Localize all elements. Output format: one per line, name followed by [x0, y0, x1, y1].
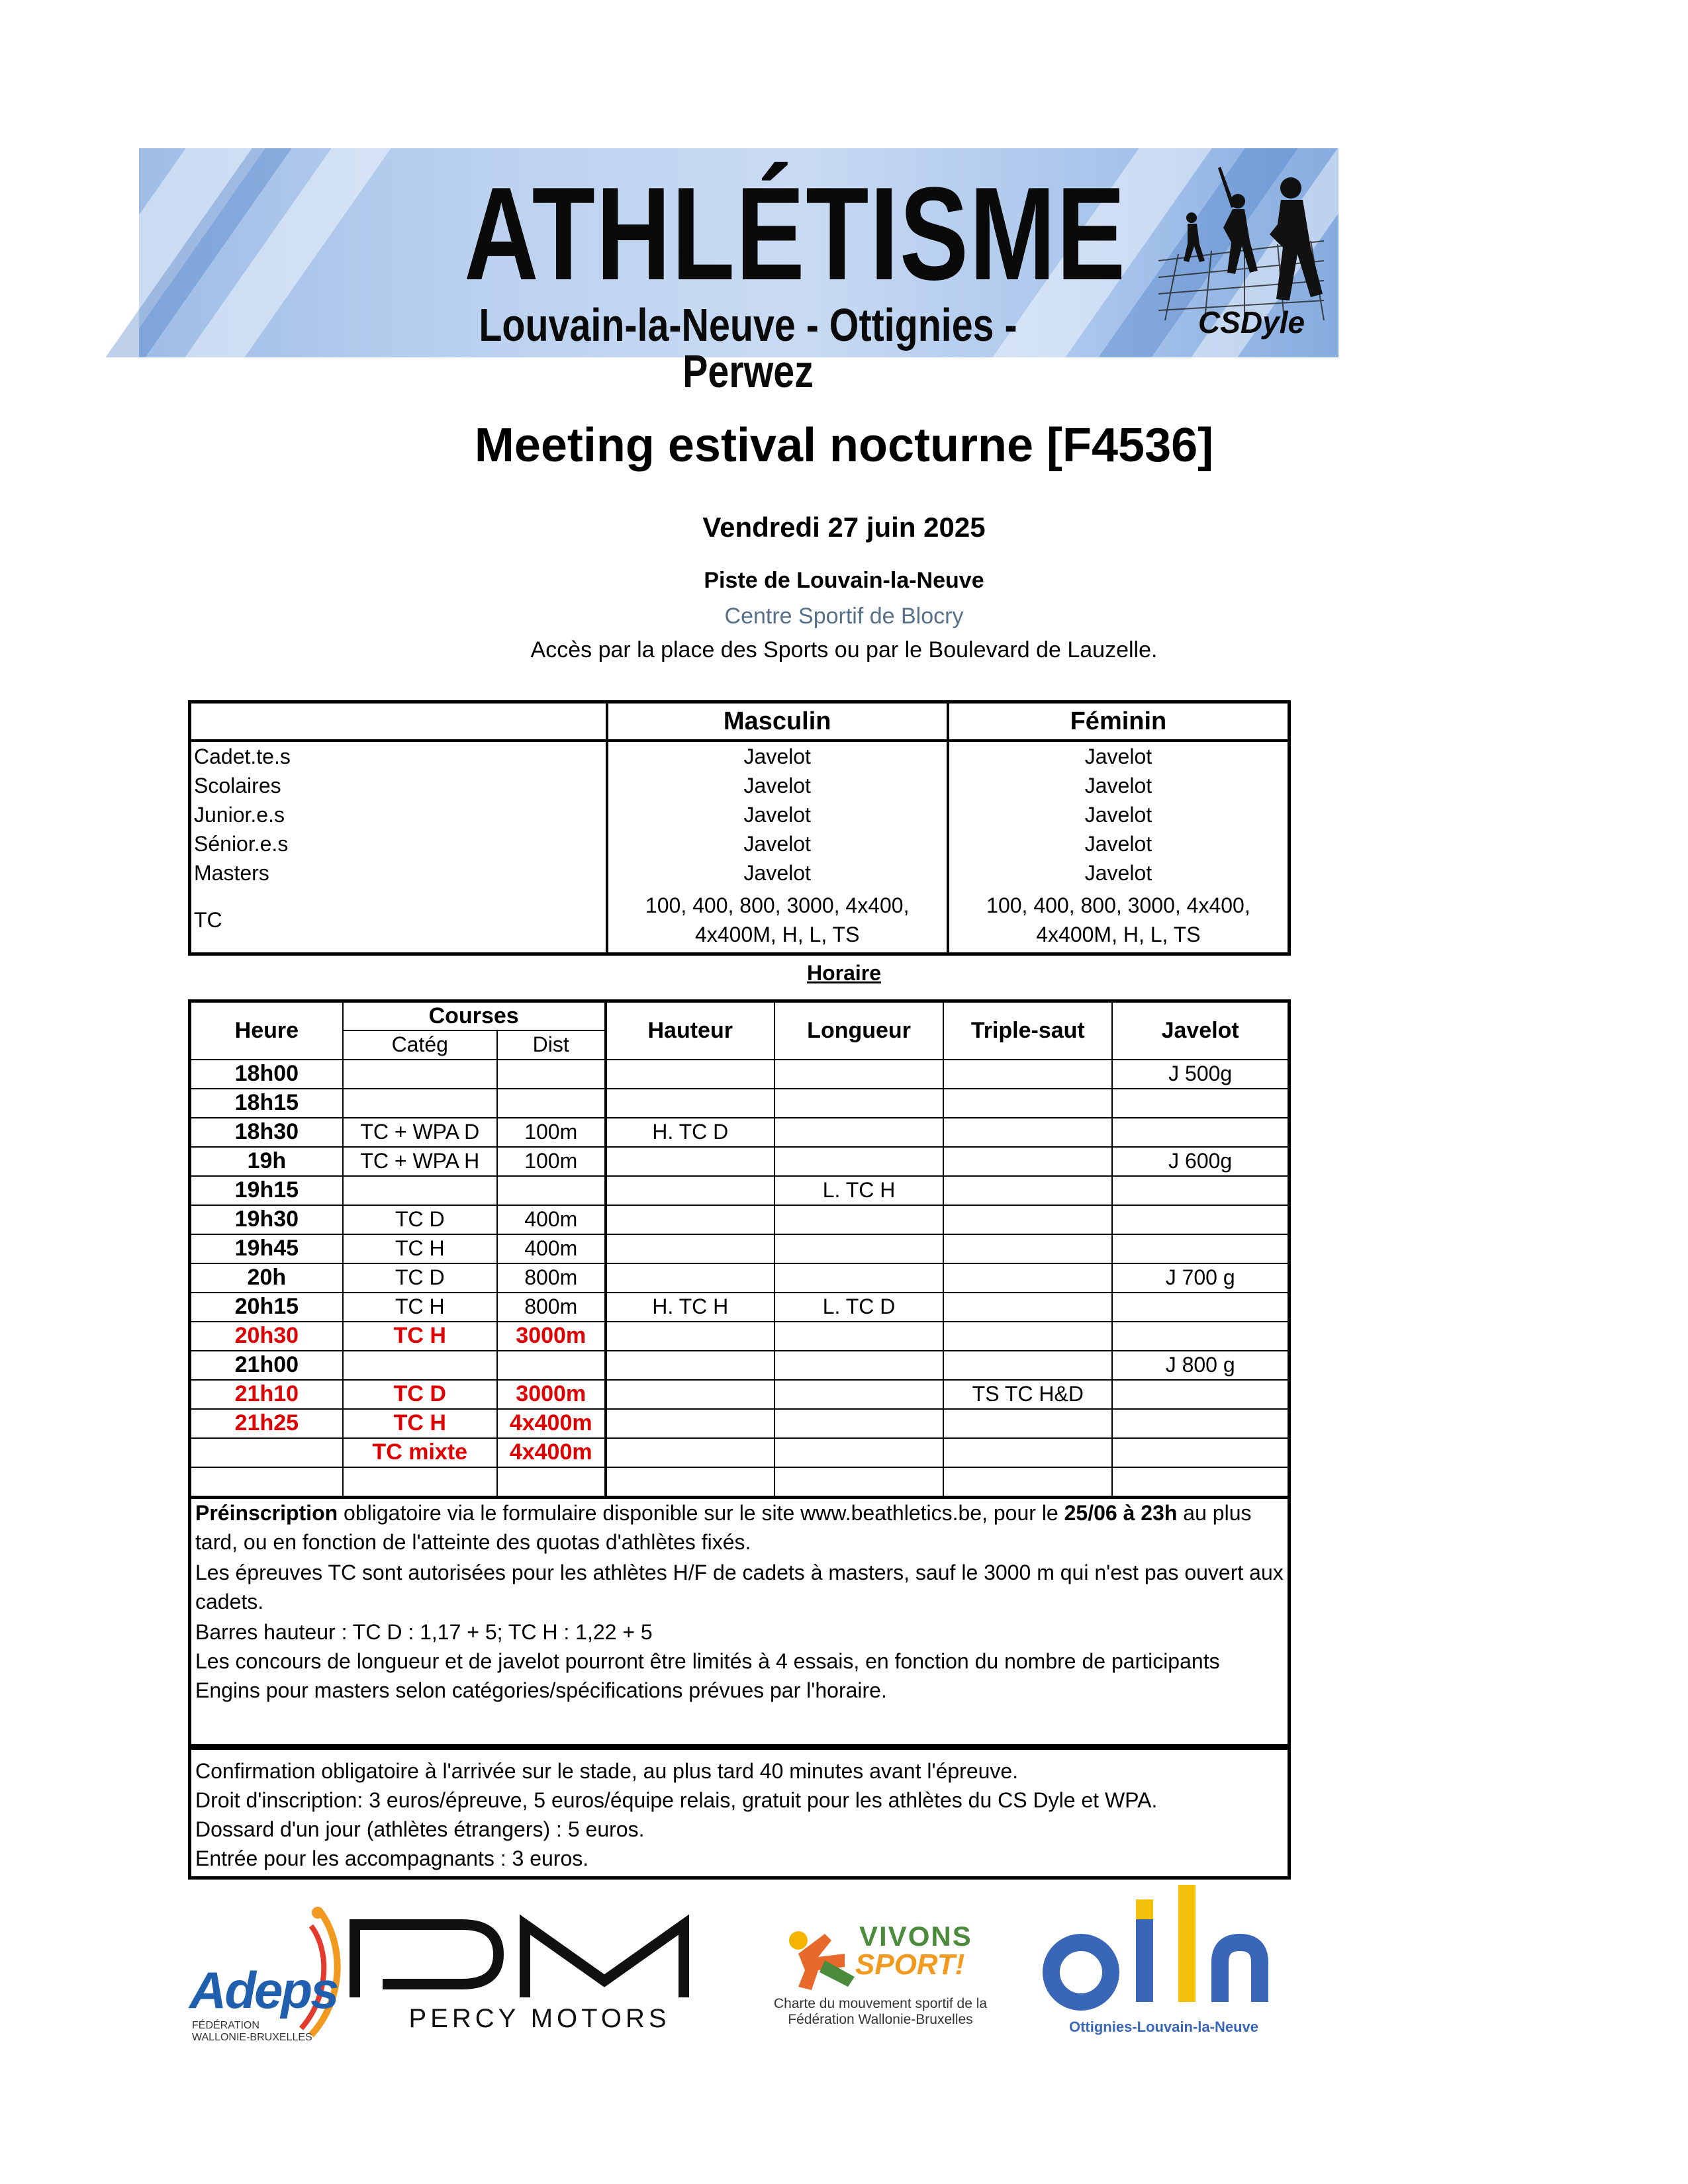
- masculin-event: Javelot: [607, 829, 948, 858]
- row-javelot: J 700 g: [1112, 1263, 1289, 1293]
- row-categ: TC D: [343, 1380, 497, 1409]
- row-longueur: [774, 1089, 943, 1118]
- row-longueur: [774, 1147, 943, 1176]
- banner-subtitle: Louvain-la-Neuve - Ottignies - Perwez: [479, 299, 1017, 397]
- row-time: 19h30: [190, 1205, 343, 1234]
- table-row: [190, 1089, 1289, 1118]
- row-longueur: [774, 1351, 943, 1380]
- table-header-feminin: Féminin: [948, 702, 1289, 741]
- venue: Piste de Louvain-la-Neuve: [704, 568, 984, 593]
- masculin-event: Javelot: [607, 800, 948, 829]
- row-javelot: [1112, 1380, 1289, 1409]
- row-triple-saut: [943, 1234, 1112, 1263]
- category-name: Scolaires: [194, 773, 281, 797]
- row-time: 19h45: [190, 1234, 343, 1263]
- adeps-logo: [185, 1899, 357, 2045]
- table-row: [190, 1409, 1289, 1438]
- pm-mark-icon: [350, 1918, 700, 2004]
- row-triple-saut: [943, 1147, 1112, 1176]
- row-time: [190, 1438, 343, 1467]
- registration-notes: [188, 1496, 1291, 1747]
- masculin-event-line1: 100, 400, 800, 3000, 4x400,: [645, 893, 910, 917]
- row-longueur: [774, 1234, 943, 1263]
- row-time: 20h15: [190, 1293, 343, 1322]
- table-row: [190, 1234, 1289, 1263]
- note-dossard: Dossard d'un jour (athlètes étrangers) : 5 euros.: [195, 1817, 645, 1841]
- row-time: 19h15: [190, 1176, 343, 1205]
- note-entree: Entrée pour les accompagnants : 3 euros.: [195, 1846, 589, 1870]
- vivons-sport-logo: [715, 1919, 1046, 2038]
- table-row: [190, 771, 1289, 800]
- adeps-text: Adeps: [189, 1961, 338, 2019]
- row-longueur: [774, 1263, 943, 1293]
- olln-sub: Ottignies-Louvain-la-Neuve: [1068, 2019, 1259, 2035]
- table-row: [190, 1176, 1289, 1205]
- row-categ: TC D: [343, 1263, 497, 1293]
- feminin-event-line2: 4x400M, H, L, TS: [1036, 923, 1201, 946]
- category-name: Junior.e.s: [194, 802, 285, 827]
- row-longueur: [774, 1322, 943, 1351]
- table-row: [190, 1263, 1289, 1293]
- row-javelot: [1112, 1234, 1289, 1263]
- row-triple-saut: [943, 1205, 1112, 1234]
- row-hauteur: [606, 1409, 774, 1438]
- masculin-event: [607, 887, 948, 954]
- masculin-event: Javelot: [607, 741, 948, 771]
- feminin-event: Javelot: [948, 771, 1289, 800]
- row-javelot: J 600g: [1112, 1147, 1289, 1176]
- row-triple-saut: [943, 1409, 1112, 1438]
- row-categ: TC + WPA H: [343, 1147, 497, 1176]
- row-hauteur: [606, 1467, 774, 1498]
- row-triple-saut: [943, 1322, 1112, 1351]
- row-dist: 800m: [497, 1263, 606, 1293]
- row-longueur: [774, 1060, 943, 1089]
- row-hauteur: [606, 1089, 774, 1118]
- row-hauteur: [606, 1205, 774, 1234]
- row-hauteur: [606, 1234, 774, 1263]
- row-javelot: [1112, 1089, 1289, 1118]
- header-categ: Catég: [343, 1030, 497, 1060]
- row-dist: 400m: [497, 1205, 606, 1234]
- table-row: [190, 887, 1289, 954]
- feminin-event-line1: 100, 400, 800, 3000, 4x400,: [986, 893, 1250, 917]
- table-row: [190, 1438, 1289, 1467]
- row-dist: 3000m: [497, 1380, 606, 1409]
- note-text: obligatoire via le formulaire disponible sur le site www.beathletics.be, pour le: [338, 1501, 1064, 1525]
- row-time: 18h30: [190, 1118, 343, 1147]
- table-row: [190, 1322, 1289, 1351]
- row-dist: [497, 1351, 606, 1380]
- adeps-sub1: FÉDÉRATION: [192, 2020, 259, 2031]
- row-time: 19h: [190, 1147, 343, 1176]
- table-row: [190, 1205, 1289, 1234]
- row-longueur: L. TC D: [774, 1293, 943, 1322]
- row-dist: [497, 1089, 606, 1118]
- table-row: [190, 829, 1289, 858]
- row-javelot: [1112, 1467, 1289, 1498]
- category-name: Masters: [194, 860, 269, 885]
- header-javelot: Javelot: [1112, 1001, 1289, 1060]
- row-javelot: [1112, 1438, 1289, 1467]
- row-hauteur: [606, 1322, 774, 1351]
- row-categ: TC H: [343, 1234, 497, 1263]
- header-hauteur: Hauteur: [606, 1001, 774, 1060]
- row-hauteur: [606, 1380, 774, 1409]
- table-header-row: [190, 702, 1289, 741]
- header-heure: Heure: [190, 1001, 343, 1060]
- row-javelot: [1112, 1293, 1289, 1322]
- row-hauteur: H. TC D: [606, 1118, 774, 1147]
- row-time: 21h10: [190, 1380, 343, 1409]
- table-row: [190, 1380, 1289, 1409]
- row-categ: [343, 1467, 497, 1498]
- vivons-text: VIVONS: [859, 1921, 972, 1952]
- row-triple-saut: [943, 1089, 1112, 1118]
- row-hauteur: [606, 1060, 774, 1089]
- schedule-header-row: [190, 1001, 1289, 1030]
- olln-mark-icon: [1038, 1880, 1289, 2012]
- row-categ: [343, 1060, 497, 1089]
- feminin-event: Javelot: [948, 741, 1289, 771]
- row-time: 21h25: [190, 1409, 343, 1438]
- schedule-body: [190, 1060, 1289, 1498]
- row-hauteur: [606, 1147, 774, 1176]
- row-categ: TC D: [343, 1205, 497, 1234]
- row-longueur: [774, 1380, 943, 1409]
- vivons-sub1: Charte du mouvement sportif de la: [773, 1996, 988, 2011]
- note-confirmation: Confirmation obligatoire à l'arrivée sur le stade, au plus tard 40 minutes avant l'épreuve.: [195, 1759, 1019, 1783]
- row-triple-saut: [943, 1118, 1112, 1147]
- row-categ: [343, 1176, 497, 1205]
- percy-motors-text: PERCY MOTORS: [408, 2004, 671, 2033]
- horaire-label: Horaire: [806, 961, 882, 985]
- header-longueur: Longueur: [774, 1001, 943, 1060]
- masculin-event: Javelot: [607, 858, 948, 887]
- percy-motors-logo: [350, 1918, 700, 2037]
- sport-text: SPORT!: [855, 1948, 965, 1981]
- row-dist: 4x400m: [497, 1409, 606, 1438]
- row-categ: TC H: [343, 1409, 497, 1438]
- header-triple-saut: Triple-saut: [943, 1001, 1112, 1060]
- table-row: [190, 858, 1289, 887]
- table-row: [190, 1118, 1289, 1147]
- row-categ: [343, 1351, 497, 1380]
- row-categ: [343, 1089, 497, 1118]
- note-bold-deadline: 25/06 à 23h: [1064, 1501, 1178, 1525]
- vivons-sub2: Fédération Wallonie-Bruxelles: [788, 2012, 973, 2027]
- row-javelot: [1112, 1322, 1289, 1351]
- table-header-masculin: Masculin: [607, 702, 948, 741]
- row-categ: TC H: [343, 1322, 497, 1351]
- practical-notes: [188, 1747, 1291, 1880]
- schedule-table: [188, 999, 1291, 1499]
- row-longueur: [774, 1438, 943, 1467]
- header-banner: [139, 148, 1338, 397]
- table-row: [190, 1147, 1289, 1176]
- row-dist: [497, 1467, 606, 1498]
- note-engins-masters: Engins pour masters selon catégories/spécifications prévues par l'horaire.: [195, 1678, 887, 1702]
- row-categ: TC H: [343, 1293, 497, 1322]
- row-dist: 3000m: [497, 1322, 606, 1351]
- category-name: Sénior.e.s: [194, 831, 289, 856]
- meeting-title: Meeting estival nocturne [F4536]: [474, 419, 1214, 472]
- note-bold-preinscription: Préinscription: [195, 1501, 338, 1525]
- row-longueur: L. TC H: [774, 1176, 943, 1205]
- note-concours-limits: Les concours de longueur et de javelot pourront être limités à 4 essais, en fonction du nombre de participants: [195, 1649, 1220, 1673]
- feminin-event: Javelot: [948, 800, 1289, 829]
- row-dist: 800m: [497, 1293, 606, 1322]
- banner-title: ATHLÉTISME: [464, 160, 1127, 308]
- row-categ: TC mixte: [343, 1438, 497, 1467]
- row-dist: [497, 1176, 606, 1205]
- header-courses: Courses: [343, 1001, 606, 1030]
- feminin-event: Javelot: [948, 858, 1289, 887]
- masculin-event: Javelot: [607, 771, 948, 800]
- row-hauteur: [606, 1176, 774, 1205]
- row-triple-saut: [943, 1293, 1112, 1322]
- note-barres-hauteur: Barres hauteur : TC D : 1,17 + 5; TC H : 1,22 + 5: [195, 1620, 653, 1644]
- row-longueur: [774, 1118, 943, 1147]
- row-longueur: [774, 1205, 943, 1234]
- row-time: 21h00: [190, 1351, 343, 1380]
- masculin-event-line2: 4x400M, H, L, TS: [695, 923, 860, 946]
- row-time: 18h00: [190, 1060, 343, 1089]
- row-javelot: J 500g: [1112, 1060, 1289, 1089]
- table-row: [190, 800, 1289, 829]
- row-dist: [497, 1060, 606, 1089]
- row-dist: 400m: [497, 1234, 606, 1263]
- vivons-sport-hand-icon: [778, 1921, 858, 1993]
- row-triple-saut: TS TC H&D: [943, 1380, 1112, 1409]
- row-hauteur: [606, 1351, 774, 1380]
- table-row: [190, 1060, 1289, 1089]
- adeps-sub2: WALLONIE-BRUXELLES: [192, 2032, 312, 2043]
- category-name: Cadet.te.s: [194, 744, 291, 768]
- row-longueur: [774, 1467, 943, 1498]
- feminin-event: [948, 887, 1289, 954]
- note-droit-inscription: Droit d'inscription: 3 euros/épreuve, 5 euros/équipe relais, gratuit pour les athlètes du CS Dyle et WPA.: [195, 1788, 1158, 1812]
- table-row: [190, 1293, 1289, 1322]
- table-header-blank: [190, 702, 607, 741]
- row-triple-saut: [943, 1263, 1112, 1293]
- row-time: 20h30: [190, 1322, 343, 1351]
- row-javelot: [1112, 1205, 1289, 1234]
- table-row: [190, 1467, 1289, 1498]
- row-time: 18h15: [190, 1089, 343, 1118]
- row-triple-saut: [943, 1060, 1112, 1089]
- category-name: TC: [194, 907, 222, 932]
- table-row: [190, 741, 1289, 771]
- access-info: Accès par la place des Sports ou par le Boulevard de Lauzelle.: [530, 637, 1158, 662]
- row-hauteur: [606, 1438, 774, 1467]
- row-longueur: [774, 1409, 943, 1438]
- feminin-event: Javelot: [948, 829, 1289, 858]
- row-dist: 100m: [497, 1118, 606, 1147]
- row-dist: 100m: [497, 1147, 606, 1176]
- header-dist: Dist: [497, 1030, 606, 1060]
- note-preinscription: [195, 1498, 1284, 1557]
- row-hauteur: H. TC H: [606, 1293, 774, 1322]
- row-triple-saut: [943, 1351, 1112, 1380]
- meeting-date: Vendredi 27 juin 2025: [702, 512, 986, 543]
- row-javelot: [1112, 1409, 1289, 1438]
- row-javelot: J 800 g: [1112, 1351, 1289, 1380]
- row-triple-saut: [943, 1176, 1112, 1205]
- row-javelot: [1112, 1118, 1289, 1147]
- row-triple-saut: [943, 1467, 1112, 1498]
- row-time: 20h: [190, 1263, 343, 1293]
- row-triple-saut: [943, 1438, 1112, 1467]
- note-tc-events: Les épreuves TC sont autorisées pour les athlètes H/F de cadets à masters, sauf le 3000 m qui n'est pas ouvert aux cadets.: [195, 1561, 1284, 1614]
- row-categ: TC + WPA D: [343, 1118, 497, 1147]
- table-row: [190, 1351, 1289, 1380]
- csdyle-logo-text: CSDyle: [1198, 305, 1305, 340]
- row-javelot: [1112, 1176, 1289, 1205]
- olln-logo: [1038, 1880, 1289, 2038]
- venue-link[interactable]: Centre Sportif de Blocry: [724, 604, 964, 629]
- note-text: au plus tard, ou en fonction de l'atteinte des quotas d'athlètes fixés.: [195, 1501, 1252, 1554]
- row-dist: 4x400m: [497, 1438, 606, 1467]
- row-hauteur: [606, 1263, 774, 1293]
- categories-table: [188, 700, 1291, 956]
- row-time: [190, 1467, 343, 1498]
